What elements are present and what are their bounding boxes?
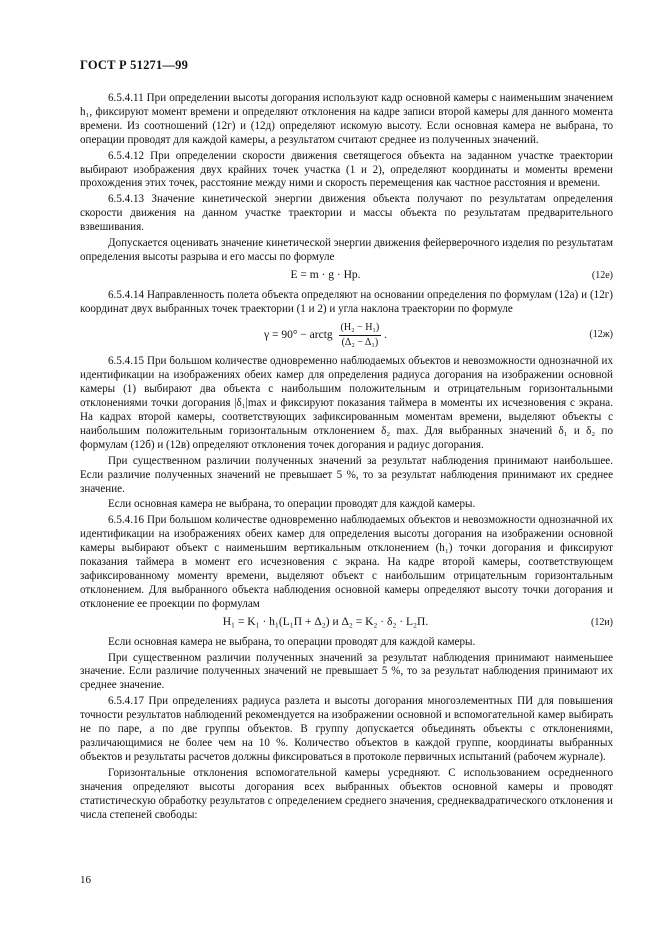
- standard-title: ГОСТ Р 51271—99: [80, 58, 189, 72]
- formula-number: (12и): [590, 616, 613, 628]
- paragraph: 6.5.4.15 При большом количестве одновременно наблюдаемых объектов и невозможности однозначной их идентификации на изображениях обеих камер для определения радиуса догорания на изображении основной камеры (1) выбирают два объекта с наибольшим положительным и отрицательным горизонтальными отклонениями точки догорания |δ₁|max и фиксируют показания таймера в моменты их исчезновения с экрана. На кадрах второй камеры, соответствующих зафиксированным моментам времени, выделяют объекты с наибольшим положительным горизонтальным отклонением δ₂ max. Для выбранных значений δ₁ и δ₂ по формулам (12б) и (12в) определяют отклонения точек догорания и радиус догорания.: [80, 355, 613, 451]
- paragraph: При существенном различии полученных значений за результат наблюдения принимают наибольшее. Если различие полученных значений не превышает 5 %, то за результат наблюдения принимают их среднее значение.: [80, 454, 613, 495]
- formula-12zh: [80, 321, 613, 350]
- body-text: [80, 92, 613, 824]
- paragraph: 6.5.4.14 Направленность полета объекта определяют на основании определения по формулам (12а) и (12г) координат двух выбранных точек траектории (1 и 2) и угла наклона траектории по формуле: [80, 288, 613, 315]
- formula-number: (12ж): [589, 329, 613, 341]
- formula-12i: [80, 616, 613, 630]
- formula-lhs: γ = 90° − arctg: [264, 328, 333, 341]
- paragraph: Горизонтальные отклонения вспомогательной камеры усредняют. С использованием осредненного значения определяют высоты догорания всех выбранных объектов основной камеры и проводят статистическую обработку результатов с определением среднего значения, среднеквадратического отклонения и числа степеней свободы:: [80, 766, 613, 821]
- formula-12e: [80, 269, 613, 283]
- paragraph: 6.5.4.12 При определении скорости движения светящегося объекта на заданном участке траектории выбирают изображения двух крайних точек участка (1 и 2), определяют координаты и моменты времени прохождения этих точек, расстояние между ними и скорость перемещения как частное расстояния и времени.: [80, 149, 613, 190]
- formula-expression: H₁ = K₁ · h₁(L₁П + Δ₂) и Δ₂ = K₂ · δ₂ · L₂П.: [222, 615, 429, 628]
- formula-number: (12е): [591, 269, 613, 281]
- formula-tail: .: [384, 328, 387, 341]
- paragraph: Если основная камера не выбрана, то операции проводят для каждой камеры.: [108, 635, 476, 648]
- paragraph: Допускается оценивать значение кинетической энергии движения фейерверочного изделия по результатам определения высоты разрыва и его массы по формуле: [80, 237, 613, 263]
- formula-expression: E = m · g · Hр.: [290, 268, 361, 281]
- formula-expression: [80, 321, 571, 350]
- paragraph: 6.5.4.11 При определении высоты догорания используют кадр основной камеры с наименьшим значением h₁, фиксируют момент времени и определяют отклонения на кадре записи второй камеры для данного момента времени. Из соотношений (12г) и (12д) определяют искомую высоту. Если основная камера не выбрана, то операции проводят для каждой камеры, а результатом считают среднее из полученных значений.: [80, 92, 613, 146]
- paragraph: 6.5.4.13 Значение кинетической энергии движения объекта получают по результатам определения скорости движения на данном участке траектории и массы объекта по результатам предварительного взвешивания.: [80, 193, 613, 234]
- fraction-numerator: (H₂ − H₁): [339, 321, 382, 336]
- page-number: 16: [80, 874, 91, 886]
- paragraph: При существенном различии полученных значений за результат наблюдения принимают наименьшее значение. Если различие полученных значений не превышает 5 %, то за результат наблюдения принимают их среднее значение.: [80, 651, 613, 692]
- formula-fraction: [339, 321, 382, 350]
- fraction-denominator: (Δ₂ − Δ₁): [341, 336, 379, 348]
- paragraph: Если основная камера не выбрана, то операции проводят для каждой камеры.: [108, 498, 476, 511]
- paragraph: 6.5.4.17 При определениях радиуса разлета и высоты догорания многоэлементных ПИ для повышения точности результатов наблюдений рекомендуется на изображении основной и вспомогательной камер выбирать не по паре, а по две группы объектов. В группу допускается объединять объекты с отклонениями, различающимися не более чем на 10 %. Количество объектов в каждой группе, координаты выбранных объектов и результаты расчетов должны фиксироваться в протоколе первичных испытаний (рабочем журнале).: [80, 695, 613, 763]
- paragraph: 6.5.4.16 При большом количестве одновременно наблюдаемых объектов и невозможности однозначной их идентификации на изображениях обеих камер для определения высоты догорания на изображении основной камеры выбирают объект с наименьшим вертикальным отклонением (h₁) точки догорания и фиксируют показания таймера в момент его исчезновения с экрана. На кадре второй камеры, соответствующем зафиксированному моменту времени, выделяют объект с наибольшим отрицательным горизонтальным отклонением. Для выбранного объекта наблюдения основной камеры определяют высоту точки догорания и отклонение ее проекции по формулам: [80, 514, 613, 610]
